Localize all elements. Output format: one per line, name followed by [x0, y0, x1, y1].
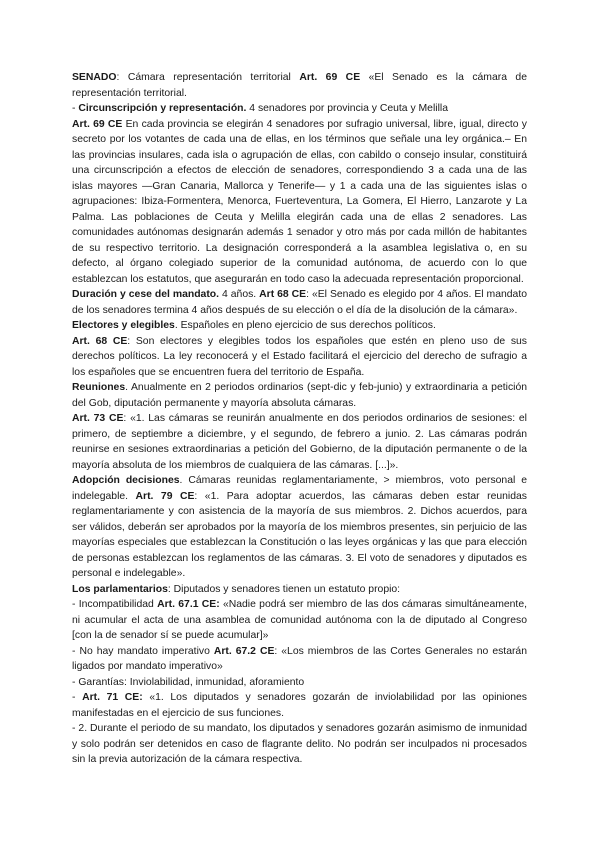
- body-text: - Incompatibilidad: [72, 599, 158, 610]
- document-paragraph: [72, 380, 527, 411]
- bold-text: Art. 73 CE: [72, 413, 124, 424]
- document-paragraph: [72, 582, 527, 598]
- body-text: : «1. Para adoptar acuerdos, las cámaras deben estar reunidas reglamentariamente y con asistencia de la mayoría de sus miembros. 2. Dichos acuerdos, para ser válidos, deberán ser aprobados por la mayoría de los miembros presentes, sin perjuicio de las mayorías especiales que establezcan la Constitución o las leyes orgánicas y las que para elección de personas establezcan los reglamentos de las cámaras. 3. El voto de senadores y diputados es personal e indelegable».: [72, 490, 527, 579]
- bold-text: Reuniones: [72, 382, 126, 393]
- document-paragraph: [72, 690, 527, 721]
- bold-text: Art. 71 CE:: [82, 692, 143, 703]
- document-paragraph: [72, 70, 527, 101]
- document-paragraph: [72, 334, 527, 381]
- body-text: -: [72, 692, 83, 703]
- body-text: «1. Los diputados y senadores gozarán de inviolabilidad por las opiniones manifestadas en el ejercicio de sus funciones.: [72, 692, 527, 719]
- body-text: 4 senadores por provincia y Ceuta y Melilla: [246, 103, 448, 114]
- body-text: - 2. Durante el periodo de su mandato, los diputados y senadores gozarán asimismo de inmunidad y solo podrán ser detenidos en caso de flagrante delito. No podrán ser inculpados ni procesados sin la previa autorización de la cámara respectiva.: [72, 723, 527, 765]
- body-text: 4 años.: [219, 289, 260, 300]
- body-text: : Son electores y elegibles todos los españoles que estén en pleno uso de sus derechos políticos. La ley reconocerá y el Estado facilitará el ejercicio del derecho de sufragio a los españoles que se encuentren fuera del territorio de España.: [72, 335, 527, 378]
- bold-text: Art. 69 CE: [72, 118, 123, 130]
- bold-text: Art. 79 CE: [135, 490, 195, 502]
- document-paragraph: [72, 287, 527, 318]
- body-text: - No hay mandato imperativo: [72, 645, 214, 657]
- bold-text: Art. 69 CE: [299, 72, 361, 83]
- document-paragraph: [72, 597, 527, 644]
- body-text: . Anualmente en 2 periodos ordinarios (sept-dic y feb-junio) y extraordinaria a petición del Gob, diputación permanente y mayoría absoluta cámaras.: [72, 382, 527, 409]
- bold-text: SENADO: [72, 72, 117, 83]
- body-text: - Garantías: Inviolabilidad, inmunidad, aforamiento: [72, 676, 305, 688]
- body-text: . Españoles en pleno ejercicio de sus derechos políticos.: [174, 320, 436, 331]
- document-paragraph: [72, 117, 527, 288]
- bold-text: Art. 67.2 CE: [213, 645, 275, 657]
- document-paragraph: [72, 101, 527, 117]
- bold-text: Art. 68 CE: [72, 335, 128, 347]
- document-paragraph: [72, 318, 527, 334]
- body-text: : Cámara representación territorial: [116, 72, 300, 83]
- bold-text: Electores y elegibles: [72, 320, 175, 331]
- body-text: : Diputados y senadores tienen un estatuto propio:: [167, 583, 401, 595]
- body-text: «El Senado es la cámara de representación territorial.: [72, 72, 527, 99]
- body-text: . Cámaras reunidas reglamentariamente, > miembros, voto personal e indelegable.: [72, 475, 527, 502]
- document-paragraph: [72, 721, 527, 768]
- body-text: «Nadie podrá ser miembro de las dos cámaras simultáneamente, ni acumular el acta de una asamblea de comunidad autónoma con la de diputado al Congreso [con la de senador sí se puede acumular]»: [72, 599, 527, 641]
- bold-text: Adopción decisiones: [72, 475, 180, 486]
- body-text: : «Los miembros de las Cortes Generales no estarán ligados por mandato imperativo»: [72, 645, 527, 672]
- document-paragraph: [72, 473, 527, 582]
- bold-text: Circunscripción y representación.: [78, 103, 247, 114]
- bold-text: Los parlamentarios: [72, 583, 168, 595]
- bold-text: Art. 67.1 CE:: [157, 599, 220, 610]
- bold-text: Duración y cese del mandato.: [72, 289, 220, 300]
- body-text: En cada provincia se elegirán 4 senadores por sufragio universal, libre, igual, directo y secreto por los votantes de cada una de ellas, en los términos que señale una ley orgánica.– En las provincias insulares, cada isla o agrupación de ellas, con cabildo o consejo insular, constituirá una circunscripción a efectos de elección de senadores, correspondiendo 3 a cada una de las islas mayores —Gran Canaria, Mallorca y Tenerife— y 1 a cada una de las siguientes islas o agrupaciones: Ibiza-Formentera, Menorca, Fuerteventura, La Gomera, El Hierro, Lanzarote y La Palma. Las poblaciones de Ceuta y Melilla elegirán cada una de ellas 2 senadores. Las comunidades autónomas designarán además 1 senador y otro más por cada millón de habitantes de su respectivo territorio. La designación corresponderá a la asamblea legislativa o, en su defecto, al órgano colegiado superior de la comunidad autónoma, de acuerdo con lo que establezcan los estatutos, que asegurarán en todo caso la adecuada representación proporcional.: [72, 118, 527, 285]
- document-paragraph: [72, 411, 527, 473]
- body-text: -: [72, 103, 79, 114]
- document-page: [72, 70, 527, 768]
- body-text: : «1. Las cámaras se reunirán anualmente en dos periodos ordinarios de sesiones: el primero, de septiembre a diciembre, y el segundo, de febrero a junio. 2. Las cámaras podrán reunirse en sesiones extraordinarias a petición del Gobierno, de la diputación permanente o de la mayoría absoluta de los miembros de cualquiera de las cámaras. [...]».: [72, 413, 527, 471]
- document-paragraph: [72, 644, 527, 675]
- body-text: : «El Senado es elegido por 4 años. El mandato de los senadores termina 4 años después de su elección o el día de la disolución de la cámara».: [72, 289, 527, 316]
- bold-text: Art 68 CE: [259, 289, 307, 300]
- document-paragraph: [72, 675, 527, 691]
